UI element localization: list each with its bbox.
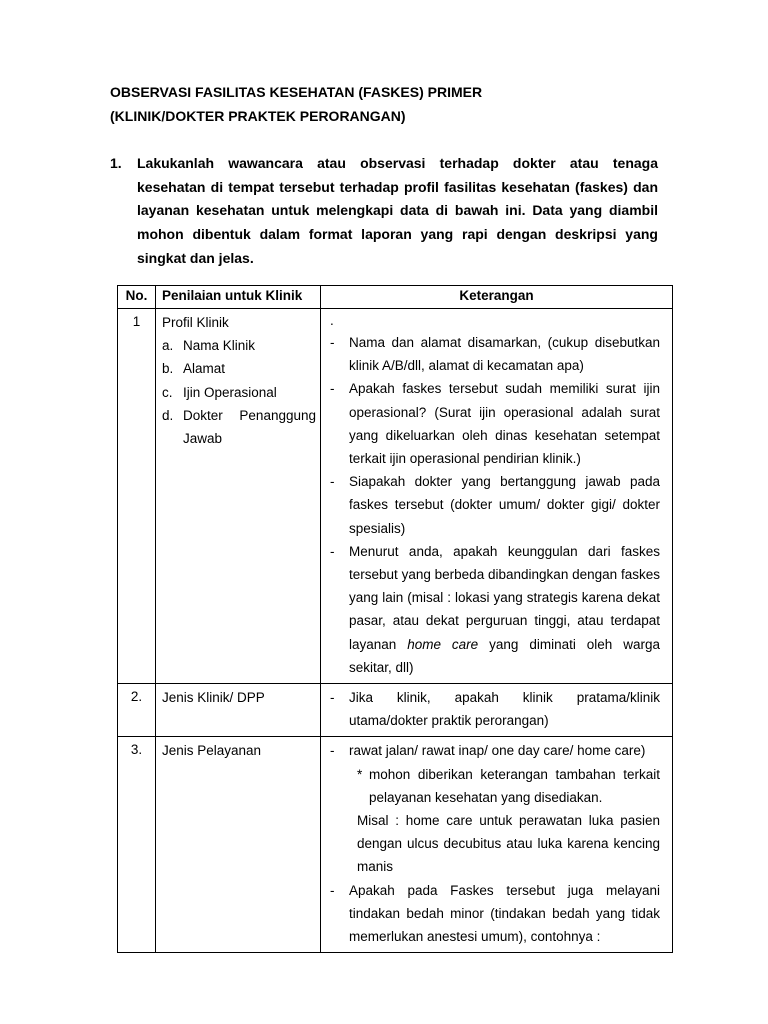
- criteria-cell: Jenis Pelayanan: [156, 737, 321, 953]
- example-text: Misal : home care untuk perawatan luka pasien dengan ulcus decubitus atau luka karena kencing manis: [357, 813, 660, 875]
- bullet-text: Jika klinik, apakah klinik pratama/klinik utama/dokter praktik perorangan): [349, 690, 660, 729]
- table-row: [118, 684, 673, 737]
- bullet-text: rawat jalan/ rawat inap/ one day care/ home care): [349, 743, 646, 759]
- notes-cell: [321, 309, 673, 684]
- bullet-item: [327, 879, 660, 949]
- notes-cell: [321, 684, 673, 737]
- bullet-mark: -: [330, 690, 335, 706]
- item-text: Alamat: [183, 361, 226, 377]
- bullet-mark: -: [330, 543, 335, 559]
- row-number: 1: [118, 309, 156, 684]
- instruction-number: 1.: [110, 155, 122, 171]
- item-text: Ijin Operasional: [183, 384, 277, 400]
- criteria-title: Profil Klinik: [162, 315, 229, 330]
- item-text: Dokter Penanggung: [183, 407, 316, 423]
- bullet-item: [327, 540, 660, 679]
- item-letter: b.: [162, 361, 174, 377]
- note-item: [327, 763, 660, 809]
- list-item: [162, 357, 316, 380]
- assessment-table: [117, 285, 673, 953]
- item-text-continued: Jawab: [183, 431, 223, 447]
- bullet-mark: -: [330, 474, 335, 490]
- instruction-text: Lakukanlah wawancara atau observasi terhadap dokter atau tenaga kesehatan di tempat tersebut terhadap profil fasilitas kesehatan (faskes) dan layanan kesehatan untuk melengkapi data di bawah ini. Data yang diambil mohon dibentuk dalam format laporan yang rapi dengan deskripsi yang singkat dan jelas.: [137, 155, 658, 266]
- bullet-mark: -: [330, 335, 335, 350]
- notes-dot: .: [330, 313, 334, 328]
- note-text: mohon diberikan keterangan tambahan terkait pelayanan kesehatan yang disediakan.: [369, 766, 660, 805]
- bullet-item: [327, 686, 660, 732]
- bullet-mark: -: [330, 743, 335, 759]
- bullet-text: [349, 540, 660, 679]
- bullet-item: [327, 739, 660, 762]
- notes-cell: [321, 737, 673, 953]
- header-notes: Keterangan: [321, 286, 673, 309]
- bullet-text: Apakah pada Faskes tersebut juga melayani tindakan bedah minor (tindakan bedah yang tidak memerlukan anestesi umum), contohnya :: [349, 882, 660, 945]
- document-title: OBSERVASI FASILITAS KESEHATAN (FASKES) PRIMER: [110, 84, 483, 100]
- row-number: 3.: [118, 737, 156, 953]
- header-no: No.: [118, 286, 156, 309]
- bullet-item: [327, 470, 660, 540]
- bullet-text: Siapakah dokter yang bertanggung jawab pada faskes tersebut (dokter umum/ dokter gigi/ dokter spesialis): [349, 474, 660, 536]
- note-star: *: [357, 766, 363, 782]
- bullet-item: [327, 377, 660, 470]
- criteria-cell: Jenis Klinik/ DPP: [156, 684, 321, 737]
- list-item: [162, 404, 316, 427]
- bullet-item: [327, 331, 660, 377]
- item-letter: a.: [162, 338, 174, 354]
- bullet-text-part: yang diminati oleh warga sekitar, dll): [349, 636, 660, 675]
- table-row: [118, 309, 673, 684]
- list-item: [162, 381, 316, 404]
- header-criteria: Penilaian untuk Klinik: [156, 286, 321, 309]
- bullet-text-emphasis: home care: [407, 636, 479, 652]
- table-header-row: [118, 286, 673, 309]
- document-subtitle: (KLINIK/DOKTER PRAKTEK PERORANGAN): [110, 108, 406, 124]
- row-number: 2.: [118, 684, 156, 737]
- item-text: Nama Klinik: [183, 338, 256, 354]
- bullet-text: Nama dan alamat disamarkan, (cukup disebutkan klinik A/B/dll, alamat di kecamatan apa): [349, 335, 660, 374]
- criteria-cell: [156, 309, 321, 684]
- bullet-mark: -: [330, 882, 335, 898]
- item-letter: c.: [162, 384, 173, 400]
- bullet-text-part: Menurut anda, apakah keunggulan dari faskes tersebut yang berbeda dibandingkan dengan faskes yang lain (misal : lokasi yang strategis karena dekat pasar, atau dekat perguruan tinggi, atau terdapat layanan: [349, 543, 660, 652]
- bullet-text: Apakah faskes tersebut sudah memiliki surat ijin operasional? (Surat ijin operasional adalah surat yang dikeluarkan oleh dinas kesehatan setempat terkait ijin operasional pendirian klinik.): [349, 381, 660, 467]
- table-row: [118, 737, 673, 953]
- bullet-mark: -: [330, 381, 335, 397]
- list-item: [162, 334, 316, 357]
- item-letter: d.: [162, 407, 174, 423]
